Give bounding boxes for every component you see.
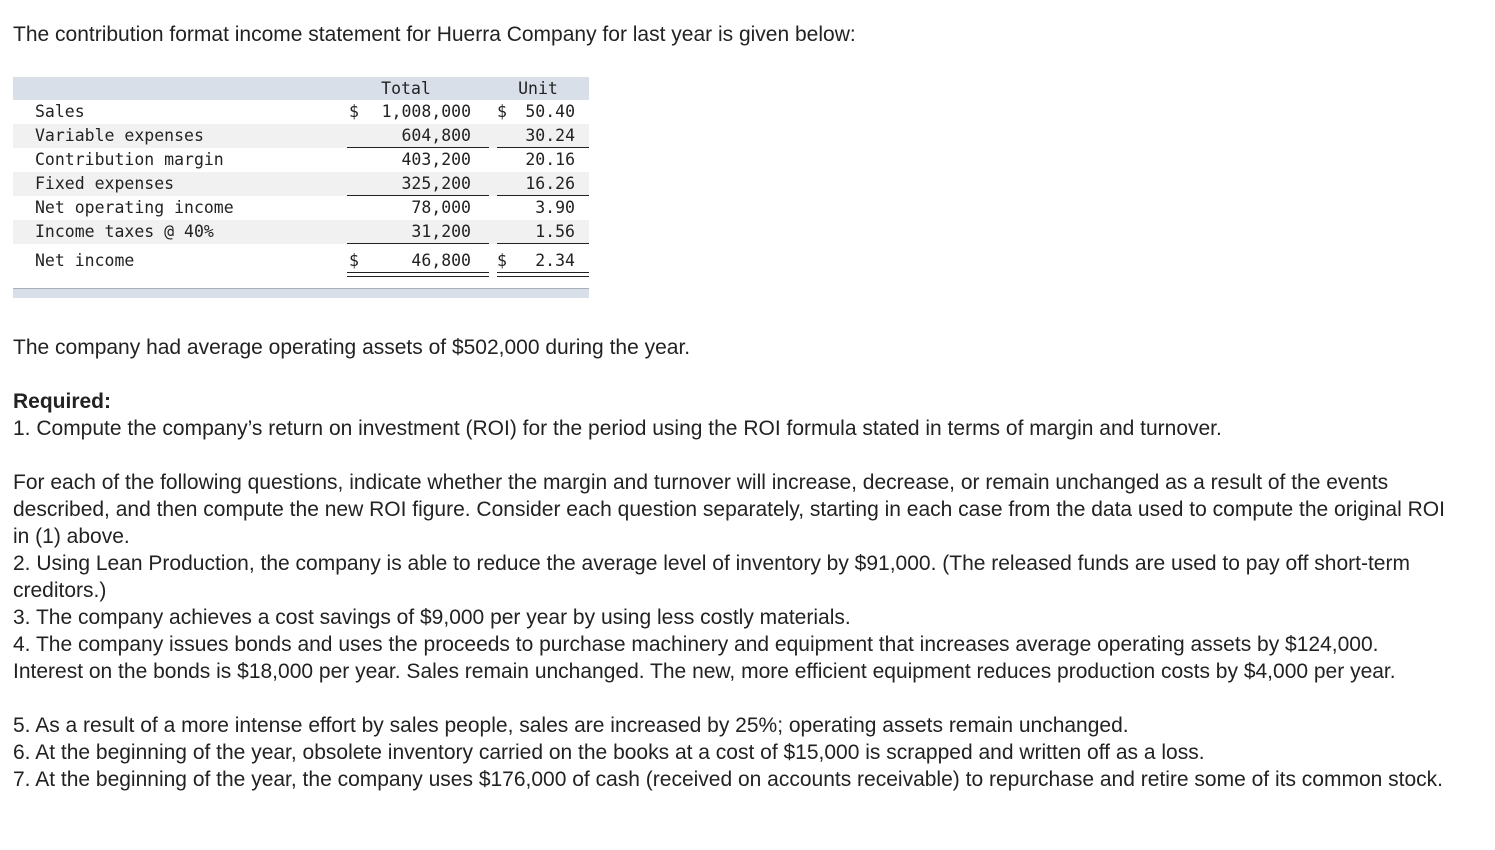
table-row-contribution-margin [13, 148, 589, 172]
table-row-net-income [13, 244, 589, 278]
unit-value: 1.56 [535, 222, 575, 241]
unit-value: 20.16 [525, 150, 575, 169]
row-label: Income taxes @ 40% [35, 222, 214, 241]
total-value: 46,800 [411, 251, 471, 270]
total-value: 1,008,000 [381, 102, 471, 121]
unit-value: 2.34 [535, 251, 575, 270]
table-footer-bar [13, 288, 589, 298]
row-label: Variable expenses [35, 126, 204, 145]
unit-value: 50.40 [525, 102, 575, 121]
unit-value: 3.90 [535, 198, 575, 217]
total-value: 325,200 [401, 174, 471, 193]
question-6: 6. At the beginning of the year, obsolete inventory carried on the books at a cost of $15,000 is scrapped and written off as a loss. [13, 741, 1205, 764]
table-header-row [13, 77, 589, 100]
income-statement-table [13, 77, 589, 278]
total-value: 403,200 [401, 150, 471, 169]
intro-text: The contribution format income statement for Huerra Company for last year is given below: [13, 23, 856, 46]
table-row-fixed-expenses [13, 172, 589, 196]
double-underline-unit [497, 272, 589, 277]
question-1: 1. Compute the company’s return on investment (ROI) for the period using the ROI formula stated in terms of margin and turnover. [13, 417, 1222, 440]
question-7: 7. At the beginning of the year, the company uses $176,000 of cash (received on accounts receivable) to repurchase and retire some of its common stock. [13, 768, 1443, 791]
total-value: 604,800 [401, 126, 471, 145]
table-row-variable-expenses [13, 124, 589, 148]
header-unit: Unit [518, 79, 558, 98]
header-total: Total [381, 79, 431, 98]
row-label: Net operating income [35, 198, 234, 217]
total-currency: $ [349, 102, 359, 121]
instructions-text: For each of the following questions, indicate whether the margin and turnover will increase, decrease, or remain unchanged as a result of the events described, and then compute the new ROI figure. Consider each question separately, starting in each case from the data used to compute the original ROI in (1) above. [13, 471, 1445, 548]
unit-value: 16.26 [525, 174, 575, 193]
unit-currency: $ [497, 251, 507, 270]
question-4: 4. The company issues bonds and uses the proceeds to purchase machinery and equipment that increases average operating assets by $124,000. Interest on the bonds is $18,000 per year. Sales remain unchanged. The new, more efficient equipment reduces production costs by $4,000 per year. [13, 633, 1396, 683]
total-value: 31,200 [411, 222, 471, 241]
question-3: 3. The company achieves a cost savings of $9,000 per year by using less costly materials. [13, 606, 851, 629]
row-label: Fixed expenses [35, 174, 175, 193]
unit-value: 30.24 [525, 126, 575, 145]
total-currency: $ [349, 251, 359, 270]
row-label: Contribution margin [35, 150, 224, 169]
unit-currency: $ [497, 102, 507, 121]
row-label: Net income [35, 251, 135, 270]
table-row-sales [13, 100, 589, 124]
double-underline-total [347, 272, 489, 277]
table-row-income-taxes [13, 220, 589, 244]
total-value: 78,000 [411, 198, 471, 217]
table-row-net-operating-income [13, 196, 589, 220]
question-5: 5. As a result of a more intense effort by sales people, sales are increased by 25%; operating assets remain unchanged. [13, 714, 1129, 737]
row-label: Sales [35, 102, 85, 121]
question-2: 2. Using Lean Production, the company is able to reduce the average level of inventory by $91,000. (The released funds are used to pay off short-term creditors.) [13, 552, 1410, 602]
operating-assets-text: The company had average operating assets of $502,000 during the year. [13, 336, 691, 359]
required-heading: Required: [13, 390, 112, 413]
